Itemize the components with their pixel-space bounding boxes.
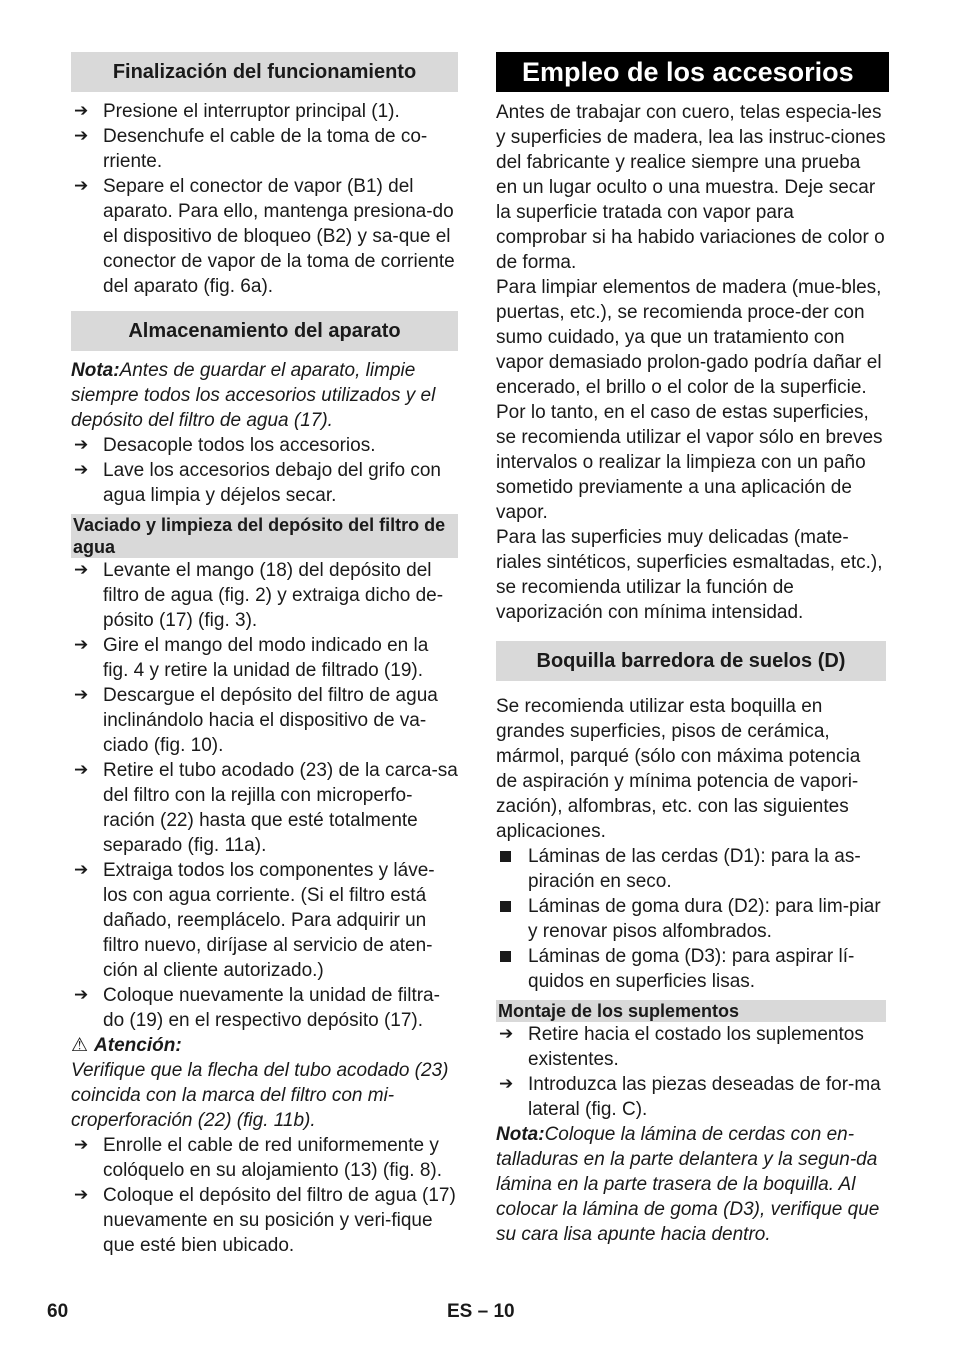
- list-item: ➔ Retire el tubo acodado (23) de la carca-sa del filtro con la rejilla con microperfo-ración (22) hasta que esté totalmente separado (fig. 11a).: [74, 760, 458, 856]
- arrow-icon: ➔: [74, 101, 89, 121]
- list-item: ➔ Levante el mango (18) del depósito del filtro de agua (fig. 2) y extraiga dicho de-pósito (17) (fig. 3).: [74, 560, 444, 631]
- list-vaciado-2: [71, 1133, 458, 1258]
- paragraph: Para las superficies muy delicadas (mate-riales sintéticos, superficies esmaltadas, etc.), se recomienda utilizar la función de vaporización con mínima intensidad.: [496, 527, 883, 623]
- arrow-icon: ➔: [74, 985, 89, 1005]
- square-bullet-icon: [500, 851, 511, 862]
- list-boquilla: [496, 844, 886, 994]
- heading-finalizacion: Finalización del funcionamiento: [71, 52, 458, 92]
- warning-text: Verifique que la flecha del tubo acodado (23) coincida con la marca del filtro con mi-croperforación (22) (fig. 11b).: [71, 1060, 449, 1131]
- arrow-icon: ➔: [74, 126, 89, 146]
- arrow-icon: ➔: [74, 460, 89, 480]
- list-item: ➔ Coloque nuevamente la unidad de filtra-do (19) en el respectivo depósito (17).: [74, 985, 440, 1031]
- list-item: ➔ Descargue el depósito del filtro de agua inclinándolo hacia el dispositivo de va-ciado (fig. 10).: [74, 685, 438, 756]
- list-almacenamiento: [71, 433, 458, 508]
- heading-almacenamiento: Almacenamiento del aparato: [71, 311, 458, 351]
- arrow-icon: ➔: [499, 1074, 514, 1094]
- arrow-icon: ➔: [74, 685, 89, 705]
- heading-montaje: Montaje de los suplementos: [496, 1000, 886, 1022]
- list-item: Láminas de las cerdas (D1): para la as-piración en seco.: [496, 844, 886, 894]
- list-item: ➔ Extraiga todos los componentes y láve-los con agua corriente. (Si el filtro está dañado, reemplácelo. Para adquirir un filtro nuevo, diríjase al servicio de aten-ción al cliente autorizado.): [74, 860, 435, 981]
- arrow-icon: ➔: [74, 560, 89, 580]
- heading-empleo-accesorios: Empleo de los accesorios: [496, 52, 889, 92]
- square-bullet-icon: [500, 901, 511, 912]
- paragraph: Para limpiar elementos de madera (mue-bles, puertas, etc.), se recomienda proce-der con sumo cuidado, ya que un tratamiento con vapor demasiado prolon-gado podría dañar el encerado, el brillo o el color de la superficie. Por lo tanto, en el caso de estas superficies, se recomienda utilizar el vapor sólo en breves intervalos o realizar la limpieza con un paño sometido previamente a una aplicación de vapor.: [496, 277, 883, 523]
- list-item: ➔ Desenchufe el cable de la toma de co-rriente.: [74, 126, 428, 172]
- left-column: [71, 52, 458, 1258]
- list-item: ➔ Gire el mango del modo indicado en la fig. 4 y retire la unidad de filtrado (19).: [74, 635, 429, 681]
- arrow-icon: ➔: [74, 176, 89, 196]
- arrow-icon: ➔: [74, 760, 89, 780]
- arrow-icon: ➔: [74, 1135, 89, 1155]
- arrow-icon: ➔: [74, 860, 89, 880]
- square-bullet-icon: [500, 951, 511, 962]
- list-item: ➔ Enrolle el cable de red uniformemente y colóquelo en su alojamiento (13) (fig. 8).: [74, 1135, 443, 1181]
- list-item: ➔ Separe el conector de vapor (B1) del aparato. Para ello, mantenga presiona-do el dispositivo de bloqueo (B2) y sa-que el conector de vapor de la toma de corriente del aparato (fig. 6a).: [74, 176, 455, 297]
- section-page-label: ES – 10: [447, 1301, 515, 1322]
- note-almacenamiento: Nota:Antes de guardar el aparato, limpie siempre todos los accesorios utilizados y el depósito del filtro de agua (17).: [71, 360, 436, 431]
- warning-heading: ⚠ Atención:: [71, 1034, 182, 1056]
- page-number: 60: [47, 1301, 69, 1322]
- arrow-icon: ➔: [74, 1185, 89, 1205]
- list-item: ➔ Lave los accesorios debajo del grifo con agua limpia y déjelos secar.: [74, 460, 441, 506]
- paragraph: Se recomienda utilizar esta boquilla en grandes superficies, pisos de cerámica, mármol, parqué (sólo con máxima potencia de aspiración y mínima potencia de vapori-zación), alfombras, etc. con las siguientes aplicaciones.: [496, 696, 861, 842]
- paragraph: Antes de trabajar con cuero, telas especia-les y superficies de madera, lea las instruc-ciones del fabricante y realice siempre una prueba en un lugar oculto o una muestra. Deje secar la superficie tratada con vapor para comprobar si ha habido variaciones de color o de forma.: [496, 102, 886, 273]
- list-item: ➔ Presione el interruptor principal (1).: [74, 101, 400, 122]
- list-vaciado: [71, 558, 458, 1033]
- list-item: ➔ Coloque el depósito del filtro de agua (17) nuevamente en su posición y veri-fique que esté bien ubicado.: [74, 1185, 456, 1256]
- arrow-icon: ➔: [74, 635, 89, 655]
- arrow-icon: ➔: [74, 435, 89, 455]
- list-finalizacion: [71, 99, 458, 299]
- list-item: ➔ Introduzca las piezas deseadas de for-ma lateral (fig. C).: [499, 1074, 881, 1120]
- list-item: Láminas de goma dura (D2): para lim-piar y renovar pisos alfombrados.: [496, 894, 886, 944]
- list-item: ➔ Desacople todos los accesorios.: [74, 435, 376, 456]
- list-montaje: [496, 1022, 886, 1122]
- arrow-icon: ➔: [499, 1024, 514, 1044]
- warning-icon: ⚠: [71, 1034, 89, 1056]
- list-item: Láminas de goma (D3): para aspirar lí-quidos en superficies lisas.: [496, 944, 886, 994]
- heading-vaciado: Vaciado y limpieza del depósito del filtro de agua: [71, 514, 458, 558]
- right-column: [496, 52, 886, 1247]
- note-montaje: Nota:Coloque la lámina de cerdas con en-talladuras en la parte delantera y la segun-da lámina en la parte trasera de la boquilla. Al colocar la lámina de goma (D3), verifique que su cara lisa apunte hacia dentro.: [496, 1124, 880, 1245]
- list-item: ➔ Retire hacia el costado los suplementos existentes.: [499, 1024, 864, 1070]
- heading-boquilla: Boquilla barredora de suelos (D): [496, 641, 886, 681]
